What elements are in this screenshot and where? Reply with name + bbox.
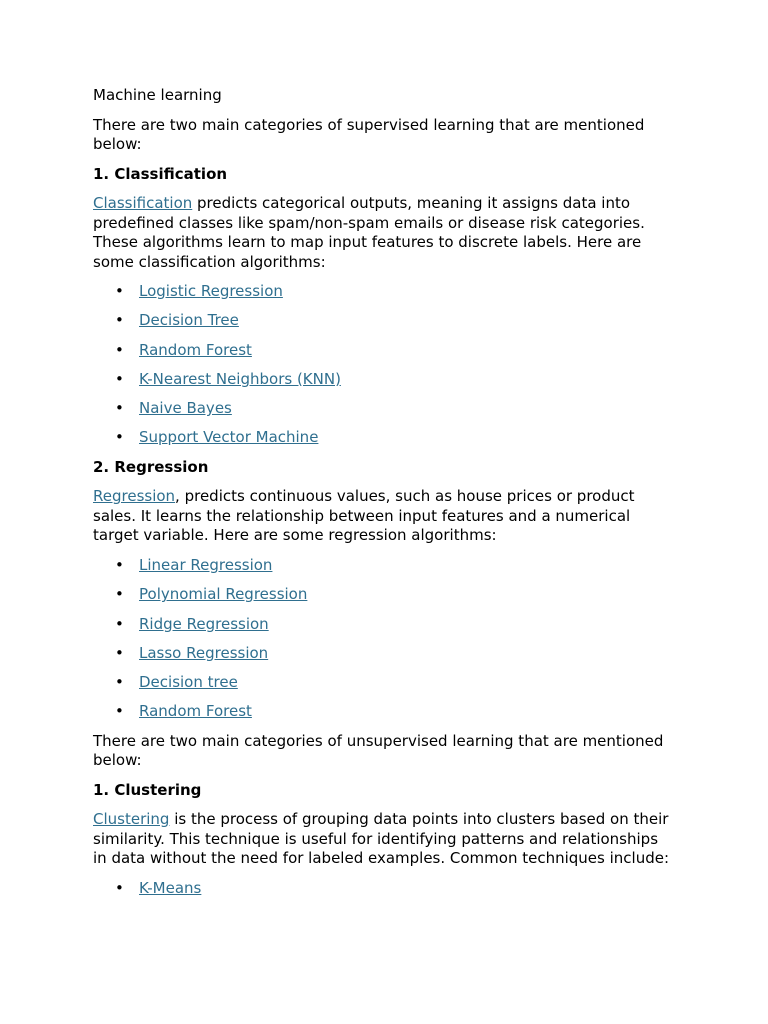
clustering-heading: 1. Clustering	[93, 780, 202, 799]
list-link[interactable]: Lasso Regression	[139, 643, 269, 662]
classification-paragraph	[93, 194, 673, 272]
document-body	[93, 86, 673, 908]
clustering-link[interactable]: Clustering	[93, 810, 170, 829]
bullet-icon: •	[115, 311, 124, 330]
list-item	[93, 702, 673, 722]
regression-heading: 2. Regression	[93, 457, 209, 476]
regression-link[interactable]: Regression	[93, 487, 176, 506]
list-item	[93, 556, 673, 576]
list-item	[93, 644, 673, 664]
bullet-icon: •	[115, 369, 124, 388]
bullet-icon: •	[115, 340, 124, 359]
list-item	[93, 615, 673, 635]
bullet-icon: •	[115, 399, 124, 418]
classification-text: predicts categorical outputs, meaning it assigns data into predefined classes like spam/non-spam emails or disease risk categories. These algorithms learn to map input features to discrete labels. Here are some classification algorithms:	[93, 194, 645, 271]
clustering-paragraph	[93, 810, 673, 869]
regression-paragraph	[93, 487, 673, 546]
list-link[interactable]: K-Nearest Neighbors (KNN)	[139, 369, 341, 388]
bullet-icon: •	[115, 428, 124, 447]
list-link[interactable]: Random Forest	[139, 340, 252, 359]
list-link[interactable]: Random Forest	[139, 702, 252, 721]
bullet-icon: •	[115, 673, 124, 692]
list-item	[93, 311, 673, 331]
list-item	[93, 341, 673, 361]
clustering-text: is the process of grouping data points into clusters based on their similarity. This technique is useful for identifying patterns and relationships in data without the need for labeled examples. Common techniques include:	[93, 810, 669, 868]
list-item	[93, 370, 673, 390]
list-link[interactable]: Ridge Regression	[139, 614, 269, 633]
list-link[interactable]: K-Means	[139, 878, 202, 897]
bullet-icon: •	[115, 614, 124, 633]
regression-text: , predicts continuous values, such as house prices or product sales. It learns the relationship between input features and a numerical target variable. Here are some regression algorithms:	[93, 487, 635, 545]
list-link[interactable]: Support Vector Machine	[139, 428, 319, 447]
regression-list	[93, 556, 673, 722]
supervised-intro: There are two main categories of supervised learning that are mentioned below:	[93, 115, 645, 153]
document-title: Machine learning	[93, 86, 222, 104]
list-item	[93, 879, 673, 899]
list-item	[93, 428, 673, 448]
list-link[interactable]: Naive Bayes	[139, 399, 232, 418]
bullet-icon: •	[115, 282, 124, 300]
clustering-list	[93, 879, 673, 899]
classification-link[interactable]: Classification	[93, 194, 193, 212]
bullet-icon: •	[115, 555, 124, 574]
list-link[interactable]: Polynomial Regression	[139, 585, 308, 604]
list-item	[93, 282, 673, 302]
list-link[interactable]: Decision Tree	[139, 311, 239, 330]
list-link[interactable]: Decision tree	[139, 673, 238, 692]
bullet-icon: •	[115, 585, 124, 604]
list-link[interactable]: Linear Regression	[139, 555, 273, 574]
list-link[interactable]: Logistic Regression	[139, 282, 283, 300]
list-item	[93, 585, 673, 605]
bullet-icon: •	[115, 878, 124, 897]
bullet-icon: •	[115, 643, 124, 662]
list-item	[93, 399, 673, 419]
classification-heading: 1. Classification	[93, 164, 228, 183]
unsupervised-intro: There are two main categories of unsupervised learning that are mentioned below:	[93, 731, 664, 770]
list-item	[93, 673, 673, 693]
classification-list	[93, 282, 673, 448]
bullet-icon: •	[115, 702, 124, 721]
